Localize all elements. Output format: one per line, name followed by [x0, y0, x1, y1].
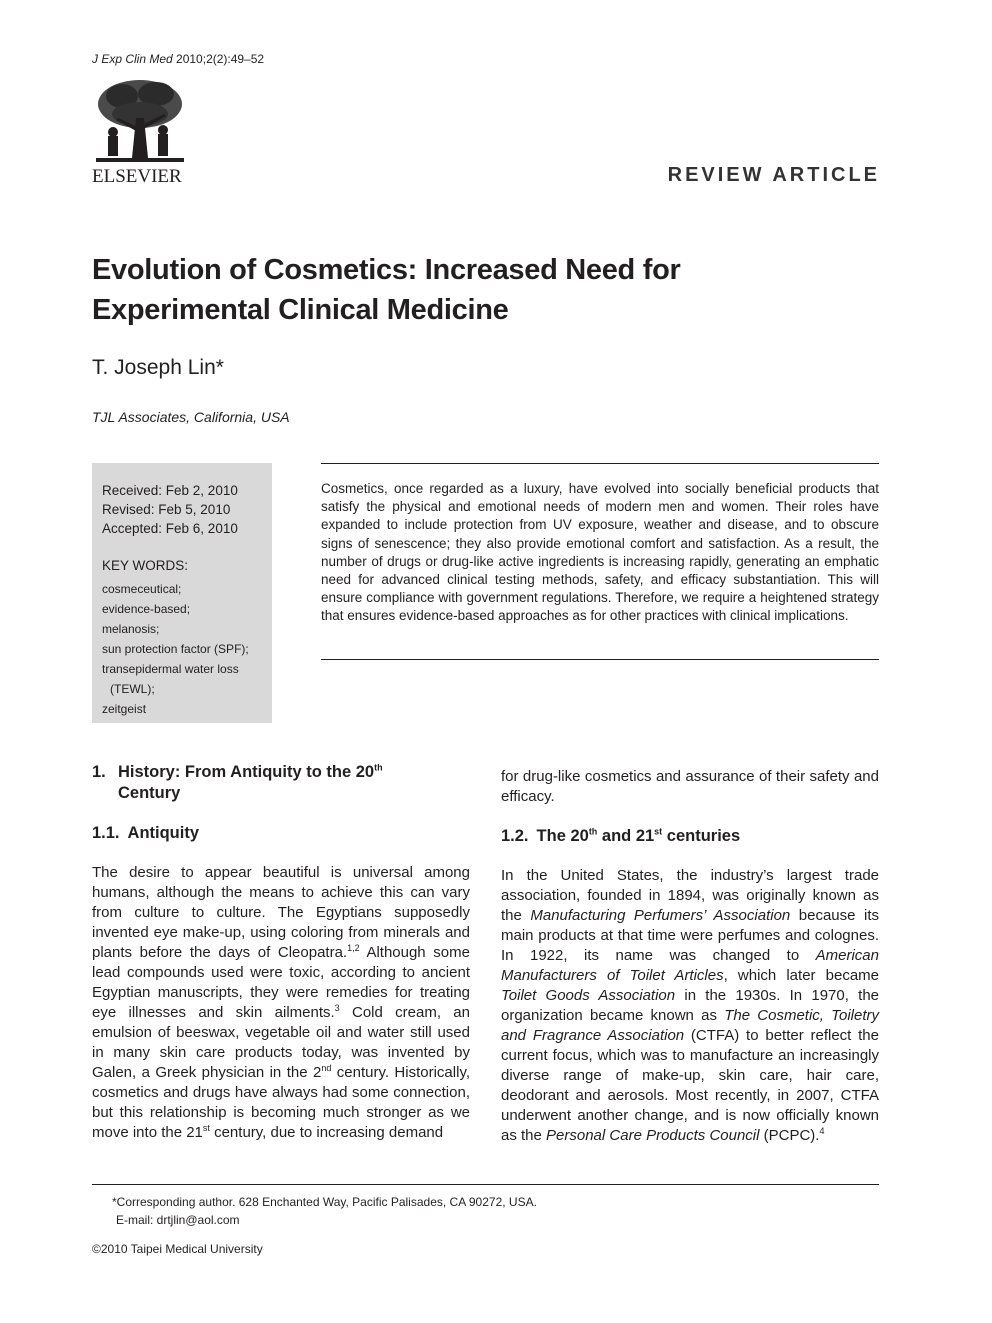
section-title-text-2: Century [118, 784, 181, 802]
received-date: Received: Feb 2, 2010 [102, 483, 238, 498]
abstract-top-rule [321, 463, 879, 464]
corresponding-address: *Corresponding author. 628 Enchanted Way, Pacific Palisades, CA 90272, USA. [112, 1195, 537, 1209]
elsevier-logo [92, 78, 190, 188]
subsection-heading [501, 826, 879, 847]
paragraph-text: in the 1930s. In 1970, the organization became known as [501, 987, 880, 1024]
subsection-number: 1.2. [501, 827, 529, 845]
keyword: cosmeceutical; [102, 582, 182, 596]
citation-details: 2010;2(2):49–52 [172, 52, 265, 66]
right-column [501, 767, 879, 1146]
keyword: (TEWL); [110, 682, 155, 696]
article-title: Evolution of Cosmetics: Increased Need for Experimental Clinical Medicine [92, 254, 681, 326]
paragraph-text: Cold cream, an emulsion of beeswax, vegetable oil and water still used in many skin care products today, was invented by Galen, a Greek physician in the 2 [92, 1004, 470, 1081]
superscript: th [374, 762, 383, 773]
paragraph-text: In the United States, the industry’s largest trade association, founded in 1894, was originally known as the [501, 867, 879, 924]
organization-name: American Manufacturers of Toilet Articles [501, 947, 879, 984]
left-column [92, 762, 470, 1143]
keywords-heading: KEY WORDS: [102, 558, 189, 573]
footnote-rule [92, 1184, 879, 1185]
paragraph-continued: for drug-like cosmetics and assurance of their safety and efficacy. [501, 768, 879, 805]
subsection-title: Antiquity [127, 824, 200, 842]
superscript: st [654, 826, 663, 837]
paragraph-text: because its main products at that time were perfumes and colognes. In 1922, its name was changed to [501, 907, 879, 964]
superscript: st [202, 1123, 210, 1133]
section-number: 1. [92, 763, 106, 781]
organization-name: The Cosmetic, Toiletry and Fragrance Association [501, 1007, 879, 1044]
tree-logo-icon [92, 78, 188, 164]
keyword: sun protection factor (SPF); [102, 642, 249, 656]
paragraph-text: (PCPC). [759, 1127, 820, 1144]
abstract: Cosmetics, once regarded as a luxury, have evolved into socially beneficial products that satisfy the physical and emotional needs of modern men and women. Their roles have expanded to include protection from UV exposure, weather and disease, and to obscure signs of senescence; they also provide emotional comfort and satisfaction. As a result, the number of drugs or drug-like active ingredients is increasing rapidly, generating an emphatic need for advanced clinical testing methods, safety, and efficacy substantiation. This will ensure compliance with government regulations. Therefore, we require a heightened strategy that ensures evidence-based approaches as for other practices with clinical implications. [321, 481, 879, 624]
paragraph-text: century, due to increasing demand [209, 1124, 444, 1141]
keyword: evidence-based; [102, 602, 191, 616]
copyright: ©2010 Taipei Medical University [92, 1242, 263, 1256]
abstract-bottom-rule [321, 659, 879, 660]
keyword: transepidermal water loss [102, 662, 239, 676]
section-heading [92, 762, 470, 804]
journal-citation [92, 52, 264, 66]
organization-name: Manufacturing Perfumers’ Association [530, 907, 791, 924]
citation-ref: 3 [334, 1003, 340, 1013]
paragraph-text: (CTFA) to better reflect the current focus, which was to manufacture an increasingly diverse range of make-up, skin care, hair care, deodorant and aerosols. Most recently, in 2007, CTFA underwent another change, and is now officially known as the [501, 1027, 879, 1144]
organization-name: Personal Care Products Council [546, 1127, 760, 1144]
organization-name: Toilet Goods Association [501, 987, 676, 1004]
paragraph-text: century. Historically, cosmetics and drugs have always had some connection, but this relationship is becoming much stronger as we move into the 21 [92, 1064, 470, 1141]
author-affiliation: TJL Associates, California, USA [92, 409, 290, 425]
subsection-heading [92, 823, 470, 844]
accepted-date: Accepted: Feb 6, 2010 [102, 521, 238, 536]
subsection-title-text: The 20 [536, 827, 589, 845]
keyword: melanosis; [102, 622, 160, 636]
section-title-text: History: From Antiquity to the 20 [118, 763, 375, 781]
publisher-name: ELSEVIER [92, 166, 182, 187]
citation-ref: 4 [819, 1126, 825, 1136]
superscript: nd [321, 1063, 332, 1073]
article-info-box [92, 463, 272, 723]
revised-date: Revised: Feb 5, 2010 [102, 502, 231, 517]
citation-ref: 1,2 [347, 943, 360, 953]
article-type: REVIEW ARTICLE [667, 164, 880, 186]
journal-abbrev: J Exp Clin Med [92, 52, 173, 66]
keywords-list [102, 579, 249, 719]
paragraph [92, 863, 470, 1143]
keyword: zeitgeist [102, 702, 147, 716]
subsection-title-text: and 21 [597, 827, 655, 845]
paragraph-text: Although some lead compounds used were toxic, according to ancient Egyptian manuscripts, they were remedies for treating eye illnesses and skin ailments. [92, 944, 470, 1021]
corresponding-email: E-mail: drtjlin@aol.com [116, 1213, 240, 1227]
paragraph [501, 866, 879, 1146]
superscript: th [588, 826, 598, 837]
paragraph-text: , which later became [723, 967, 879, 984]
article-author: T. Joseph Lin* [92, 356, 224, 379]
section-title [118, 762, 383, 804]
subsection-title [537, 827, 741, 845]
subsection-title-text: centuries [662, 827, 741, 845]
article-dates [102, 481, 238, 538]
paragraph-text: The desire to appear beautiful is universal among humans, although the means to achieve this can vary from culture to culture. The Egyptians supposedly invented eye make-up, using coloring from minerals and plants before the days of Cleopatra. [92, 864, 470, 961]
subsection-number: 1.1. [92, 824, 120, 842]
corresponding-author-note [112, 1193, 537, 1229]
